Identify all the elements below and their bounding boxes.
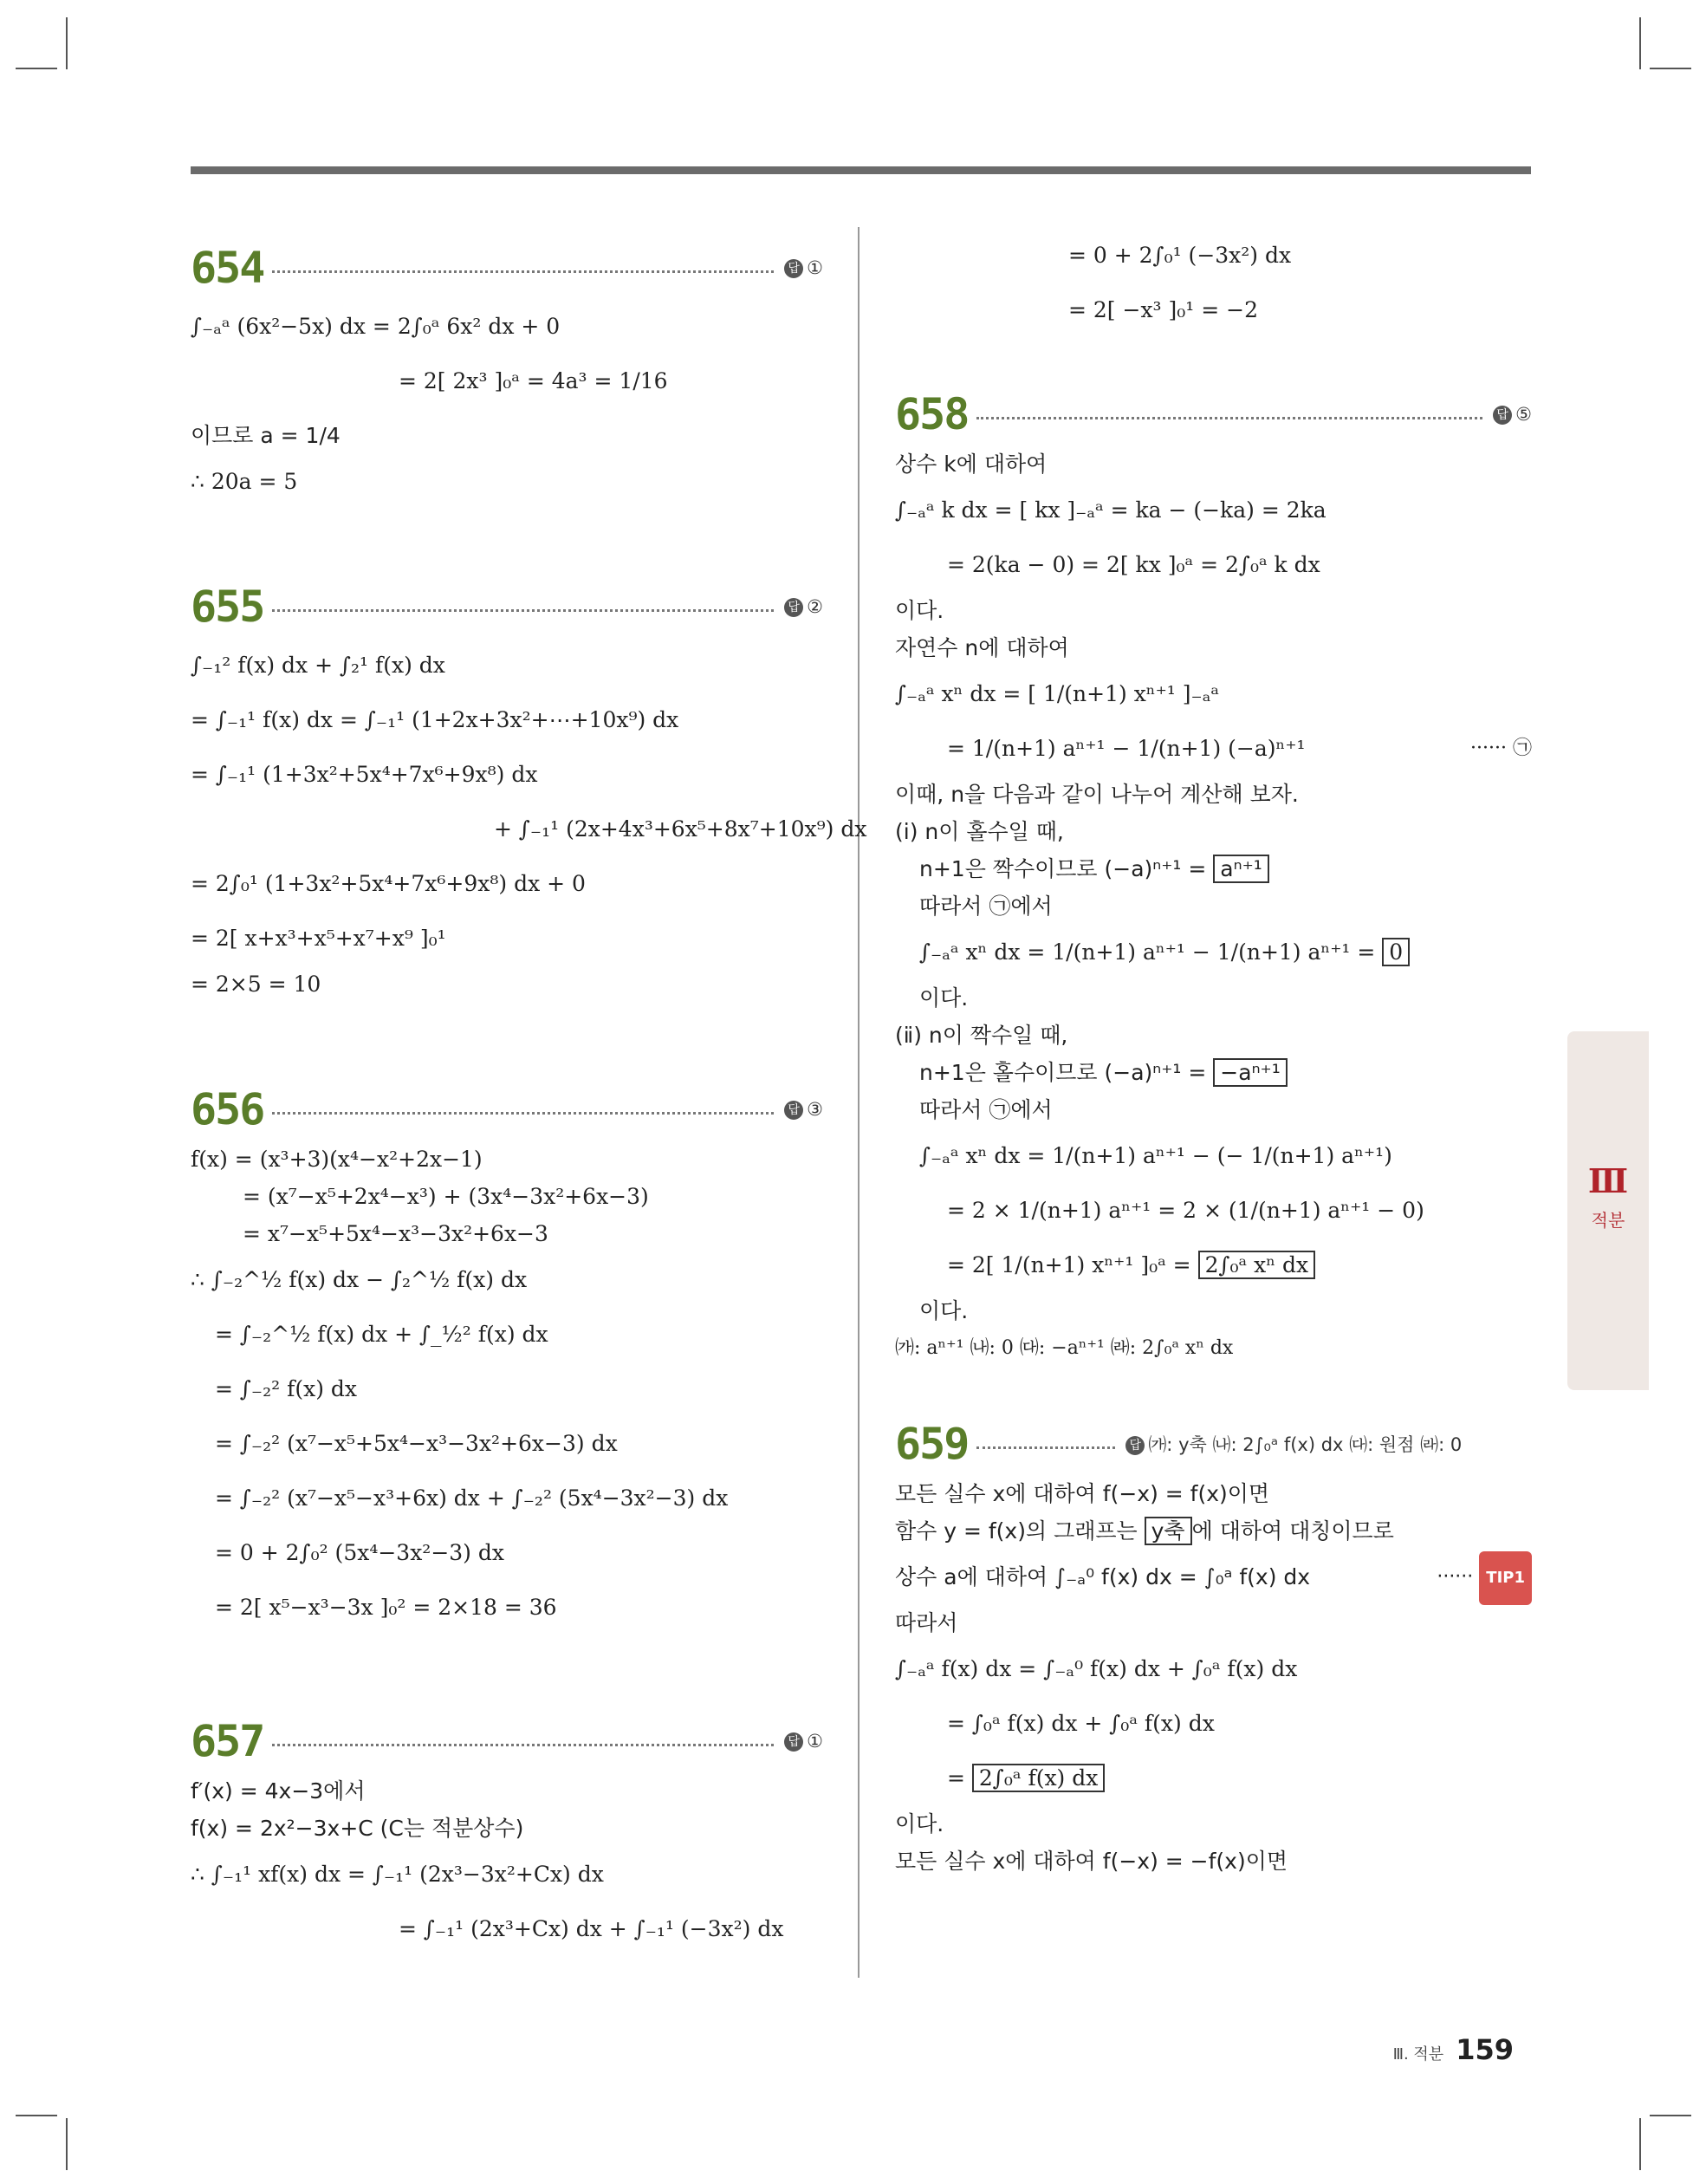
math-text: 에 대하여 대칭이므로 <box>1191 1518 1394 1544</box>
math-line <box>895 1514 1532 1549</box>
math-line: = 2×5 = 10 <box>191 972 321 997</box>
answer-label <box>1493 404 1532 425</box>
math-line <box>895 1056 1532 1090</box>
spacer <box>895 1368 1532 1403</box>
chapter-side-tab <box>1567 1031 1649 1390</box>
tip-badge: TIP1 <box>1479 1551 1532 1605</box>
math-line: 이다. <box>895 598 944 623</box>
math-text: = 1/(n+1) aⁿ⁺¹ − 1/(n+1) (−a)ⁿ⁺¹ <box>947 736 1306 761</box>
crop-mark <box>1650 2115 1691 2116</box>
problem-655-header <box>191 576 823 637</box>
answer-summary: ㈎: aⁿ⁺¹ ㈏: 0 ㈐: −aⁿ⁺¹ ㈑: 2∫₀ᵃ xⁿ dx <box>895 1337 1234 1359</box>
leader-dots <box>976 1446 1115 1449</box>
answer-icon: 답 <box>784 1101 803 1120</box>
crop-mark <box>1639 2118 1641 2170</box>
math-line: = 0 + 2∫₀² (5x⁴−3x²−3) dx <box>215 1540 504 1565</box>
math-line: = 2∫₀¹ (1+3x²+5x⁴+7x⁶+9x⁸) dx + 0 <box>191 871 586 896</box>
crop-mark <box>66 2118 68 2170</box>
math-line: = 2[ 2x³ ]₀ᵃ = 4a³ = 1/16 <box>399 368 668 393</box>
math-line <box>895 852 1532 887</box>
blank-box-b: 0 <box>1382 938 1410 966</box>
leader-dots <box>272 270 774 273</box>
answer-value: ③ <box>807 1099 823 1120</box>
math-line <box>895 1551 1532 1603</box>
answer-icon: 답 <box>1493 406 1512 425</box>
math-line <box>895 926 1532 978</box>
math-line <box>895 1752 1532 1804</box>
answer-label <box>784 1731 823 1752</box>
answer-label <box>1125 1431 1462 1457</box>
math-text: 상수 a에 대하여 ∫₋ₐ⁰ f(x) dx = ∫₀ᵃ f(x) dx <box>895 1564 1311 1589</box>
math-line: = 0 + 2∫₀¹ (−3x²) dx <box>1068 243 1292 268</box>
problem-656-header <box>191 1079 823 1140</box>
math-line: 모든 실수 x에 대하여 f(−x) = −f(x)이면 <box>895 1849 1288 1874</box>
answer-icon: 답 <box>1125 1436 1145 1455</box>
crop-mark <box>16 68 57 69</box>
problem-659-header <box>895 1414 1532 1474</box>
math-line: ∴ ∫₋₂^½ f(x) dx − ∫₂^½ f(x) dx <box>191 1267 528 1292</box>
spacer <box>191 1636 823 1700</box>
math-line: 이때, n을 다음과 같이 나누어 계산해 보자. <box>895 782 1299 807</box>
math-line: = ∫₋₁¹ (2x³+Cx) dx + ∫₋₁¹ (−3x²) dx <box>399 1916 784 1941</box>
math-line: = 2[ −x³ ]₀¹ = −2 <box>1068 297 1259 322</box>
math-line: (ⅱ) n이 짝수일 때, <box>895 1023 1068 1048</box>
page-number: 159 <box>1456 2033 1514 2066</box>
answer-icon: 답 <box>784 259 803 278</box>
blank-box-result: 2∫₀ᵃ f(x) dx <box>972 1764 1105 1792</box>
math-line: ∫₋₁² f(x) dx + ∫₂¹ f(x) dx <box>191 653 445 678</box>
answer-value: ㈎: y축 ㈏: 2∫₀ᵃ f(x) dx ㈐: 원점 ㈑: 0 <box>1148 1434 1463 1455</box>
math-line: ∴ ∫₋₁¹ xf(x) dx = ∫₋₁¹ (2x³−3x²+Cx) dx <box>191 1862 604 1887</box>
math-line: 이므로 a = 1/4 <box>191 423 341 448</box>
math-line: 따라서 ㉠에서 <box>919 894 1053 919</box>
math-line: f′(x) = 4x−3에서 <box>191 1778 366 1804</box>
equation-marker: ······ ㉠ <box>1470 738 1532 759</box>
math-text: n+1은 짝수이므로 (−a)ⁿ⁺¹ = <box>919 856 1207 881</box>
spacer <box>191 502 823 566</box>
math-line: = 2[ x+x³+x⁵+x⁷+x⁹ ]₀¹ <box>191 926 446 951</box>
crop-mark <box>1639 17 1641 69</box>
math-line: = ∫₋₂² f(x) dx <box>215 1376 358 1401</box>
spacer <box>191 1004 823 1069</box>
problem-number: 656 <box>191 1084 264 1134</box>
problem-658-header <box>895 384 1532 445</box>
answer-label <box>784 1099 823 1120</box>
answer-value: ⑤ <box>1515 404 1532 425</box>
math-line: = ∫₀ᵃ f(x) dx + ∫₀ᵃ f(x) dx <box>947 1711 1215 1736</box>
right-column <box>895 227 1532 1882</box>
math-line: + ∫₋₁¹ (2x+4x³+6x⁵+8x⁷+10x⁹) dx <box>494 816 867 842</box>
marker-dots: ······ <box>1437 1566 1474 1588</box>
math-line: f(x) = (x³+3)(x⁴−x²+2x−1) <box>191 1147 483 1172</box>
math-line: f(x) = 2x²−3x+C (C는 적분상수) <box>191 1816 524 1841</box>
problem-654-header <box>191 237 823 298</box>
math-line: 이다. <box>919 1298 969 1323</box>
math-text: = <box>947 1765 965 1791</box>
answer-label <box>784 596 823 617</box>
blank-box-a: aⁿ⁺¹ <box>1213 855 1269 883</box>
crop-mark <box>1650 68 1691 69</box>
answer-value: ① <box>807 1731 823 1752</box>
math-line: = (x⁷−x⁵+2x⁴−x³) + (3x⁴−3x²+6x−3) <box>243 1184 649 1209</box>
math-line: = 2 × 1/(n+1) aⁿ⁺¹ = 2 × (1/(n+1) aⁿ⁺¹ − 0) <box>947 1198 1424 1223</box>
math-text: 함수 y = f(x)의 그래프는 <box>895 1518 1138 1544</box>
math-line: ∫₋ₐᵃ f(x) dx = ∫₋ₐ⁰ f(x) dx + ∫₀ᵃ f(x) dx <box>895 1656 1298 1681</box>
chapter-numeral: Ⅲ <box>1587 1161 1629 1200</box>
math-line: (ⅰ) n이 홀수일 때, <box>895 819 1064 844</box>
problem-number: 654 <box>191 243 264 293</box>
math-line: = ∫₋₂² (x⁷−x⁵−x³+6x) dx + ∫₋₂² (5x⁴−3x²−3) dx <box>215 1485 729 1511</box>
problem-number: 659 <box>895 1419 969 1469</box>
leader-dots <box>272 1112 774 1115</box>
math-line: 따라서 <box>895 1610 958 1635</box>
blank-box-axis: y축 <box>1145 1517 1192 1545</box>
math-line: = x⁷−x⁵+5x⁴−x³−3x²+6x−3 <box>243 1221 548 1246</box>
math-line: 이다. <box>895 1811 944 1836</box>
math-text: ∫₋ₐᵃ xⁿ dx = 1/(n+1) aⁿ⁺¹ − 1/(n+1) aⁿ⁺¹ = <box>919 939 1376 965</box>
tip-marker <box>1437 1551 1532 1605</box>
answer-value: ② <box>807 596 823 617</box>
left-column <box>191 227 867 1958</box>
math-line <box>895 1239 1532 1291</box>
math-line: = ∫₋₂² (x⁷−x⁵+5x⁴−x³−3x²+6x−3) dx <box>215 1431 618 1456</box>
math-line: ∫₋ₐᵃ xⁿ dx = [ 1/(n+1) xⁿ⁺¹ ]₋ₐᵃ <box>895 681 1220 706</box>
math-text: n+1은 홀수이므로 (−a)ⁿ⁺¹ = <box>919 1060 1207 1085</box>
problem-657-header <box>191 1711 823 1771</box>
answer-icon: 답 <box>784 1732 803 1752</box>
leader-dots <box>272 609 774 612</box>
crop-mark <box>16 2115 57 2116</box>
problem-number: 657 <box>191 1716 264 1766</box>
leader-dots <box>272 1744 774 1746</box>
problem-number: 655 <box>191 582 264 632</box>
math-line: = 2[ x⁵−x³−3x ]₀² = 2×18 = 36 <box>215 1595 557 1620</box>
blank-box-d: 2∫₀ᵃ xⁿ dx <box>1198 1251 1316 1279</box>
answer-value: ① <box>807 257 823 278</box>
spacer <box>895 339 1532 374</box>
math-line: 모든 실수 x에 대하여 f(−x) = f(x)이면 <box>895 1481 1270 1506</box>
math-line: = ∫₋₁¹ (1+3x²+5x⁴+7x⁶+9x⁸) dx <box>191 762 538 787</box>
math-line: = ∫₋₂^½ f(x) dx + ∫_½² f(x) dx <box>215 1322 548 1347</box>
math-line: 따라서 ㉠에서 <box>919 1097 1053 1122</box>
math-line: 자연수 n에 대하여 <box>895 635 1069 660</box>
math-line: ∫₋ₐᵃ (6x²−5x) dx = 2∫₀ᵃ 6x² dx + 0 <box>191 314 561 339</box>
chapter-label: 적분 <box>1591 1210 1625 1231</box>
answer-label <box>784 257 823 278</box>
math-line: = 2(ka − 0) = 2[ kx ]₀ᵃ = 2∫₀ᵃ k dx <box>947 552 1320 577</box>
math-line: ∫₋ₐᵃ k dx = [ kx ]₋ₐᵃ = ka − (−ka) = 2ka <box>895 497 1327 523</box>
math-line <box>895 723 1532 775</box>
answer-icon: 답 <box>784 598 803 617</box>
math-line: ∫₋ₐᵃ xⁿ dx = 1/(n+1) aⁿ⁺¹ − (− 1/(n+1) aⁿ⁺¹) <box>919 1143 1392 1168</box>
problem-number: 658 <box>895 389 969 439</box>
math-text: = 2[ 1/(n+1) xⁿ⁺¹ ]₀ᵃ = <box>947 1252 1191 1277</box>
column-divider <box>858 227 859 1978</box>
math-line: 이다. <box>919 985 969 1011</box>
blank-box-c: −aⁿ⁺¹ <box>1213 1058 1287 1087</box>
math-line: = ∫₋₁¹ f(x) dx = ∫₋₁¹ (1+2x+3x²+⋯+10x⁹) dx <box>191 707 679 732</box>
header-rule <box>191 166 1531 174</box>
footer-section: Ⅲ. 적분 <box>1392 2045 1444 2064</box>
crop-mark <box>66 17 68 69</box>
leader-dots <box>976 417 1482 419</box>
math-line: ∴ 20a = 5 <box>191 469 298 494</box>
math-line: 상수 k에 대하여 <box>895 452 1048 477</box>
page-footer <box>1393 2033 1514 2066</box>
